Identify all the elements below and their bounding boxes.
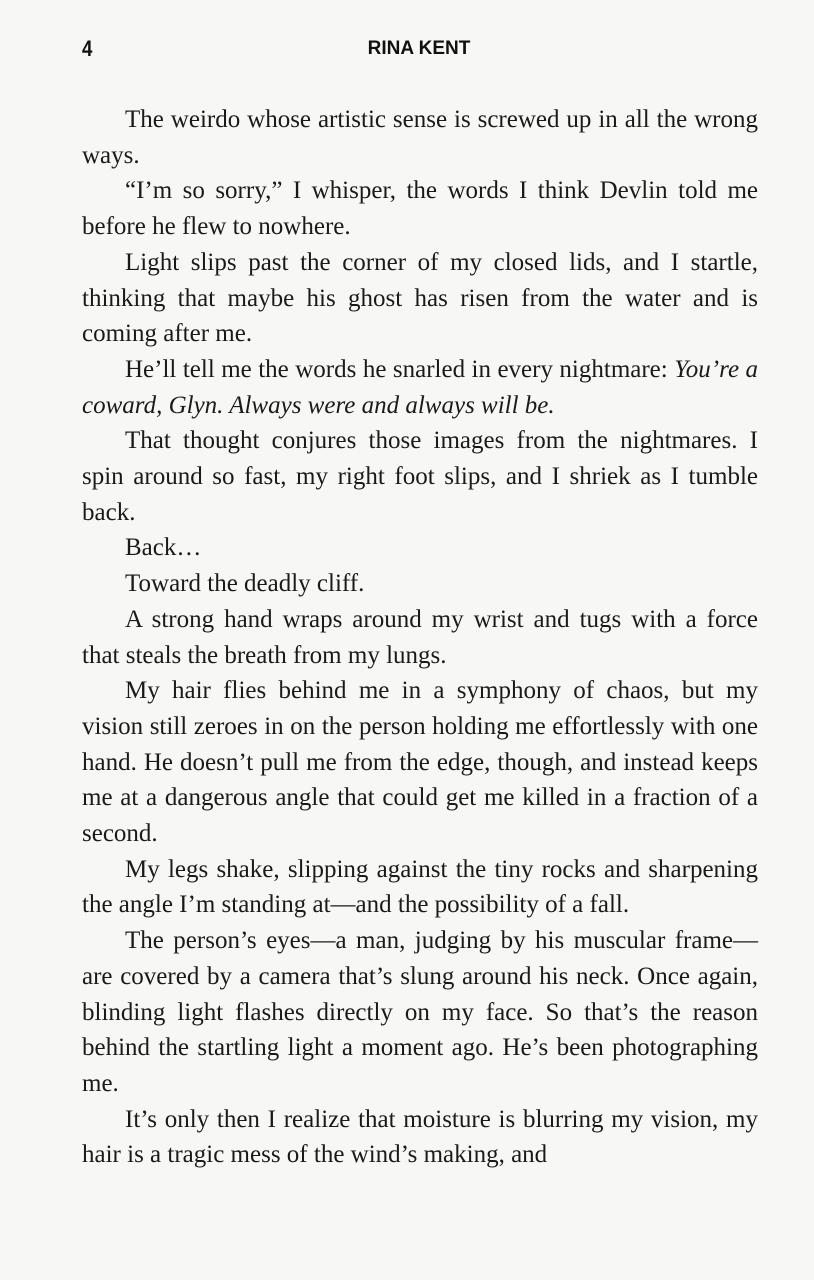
paragraph: Toward the deadly cliff.: [125, 570, 365, 598]
paragraph: It’s only then I realize that moisture is blurring my vision, my hair is a tragic mess of the wind’s making, and: [82, 1105, 758, 1169]
paragraph: [82, 352, 758, 423]
paragraph: My hair flies behind me in a symphony of chaos, but my vision still zeroes in on the person holding me effortlessly with one hand. He doesn’t pull me from the edge, though, and instead keeps me at a dangerous angle that could get me killed in a fraction of a second.: [82, 677, 758, 848]
page-number: 4: [82, 36, 93, 61]
running-head-author: RINA KENT: [367, 38, 471, 59]
page-header: [82, 36, 756, 66]
paragraph: “I’m so sorry,” I whisper, the words I think Devlin told me before he flew to nowhere.: [82, 177, 758, 241]
paragraph: That thought conjures those images from the nightmares. I spin around so fast, my right foot slips, and I shriek as I tumble back.: [82, 427, 758, 526]
paragraph: The person’s eyes—a man, judging by his muscular frame—are covered by a camera that’s slung around his neck. Once again, blinding light flashes directly on my face. So that’s the reason behind the startling light a moment ago. He’s been photographing me.: [82, 927, 758, 1097]
paragraph: My legs shake, slipping against the tiny rocks and sharpening the angle I’m standing at—and the possibility of a fall.: [82, 855, 758, 919]
body-text: [82, 102, 758, 1173]
paragraph: Light slips past the corner of my closed lids, and I startle, thinking that maybe his ghost has risen from the water and is coming after me.: [82, 248, 758, 348]
paragraph-text: He’ll tell me the words he snarled in every nightmare:: [125, 355, 668, 383]
italic-quote: You’re a coward, Glyn. Always were and always will be.: [82, 355, 758, 419]
paragraph: Back…: [125, 534, 202, 562]
paragraph: The weirdo whose artistic sense is screwed up in all the wrong ways.: [82, 106, 758, 169]
paragraph: A strong hand wraps around my wrist and tugs with a force that steals the breath from my lungs.: [82, 605, 758, 669]
